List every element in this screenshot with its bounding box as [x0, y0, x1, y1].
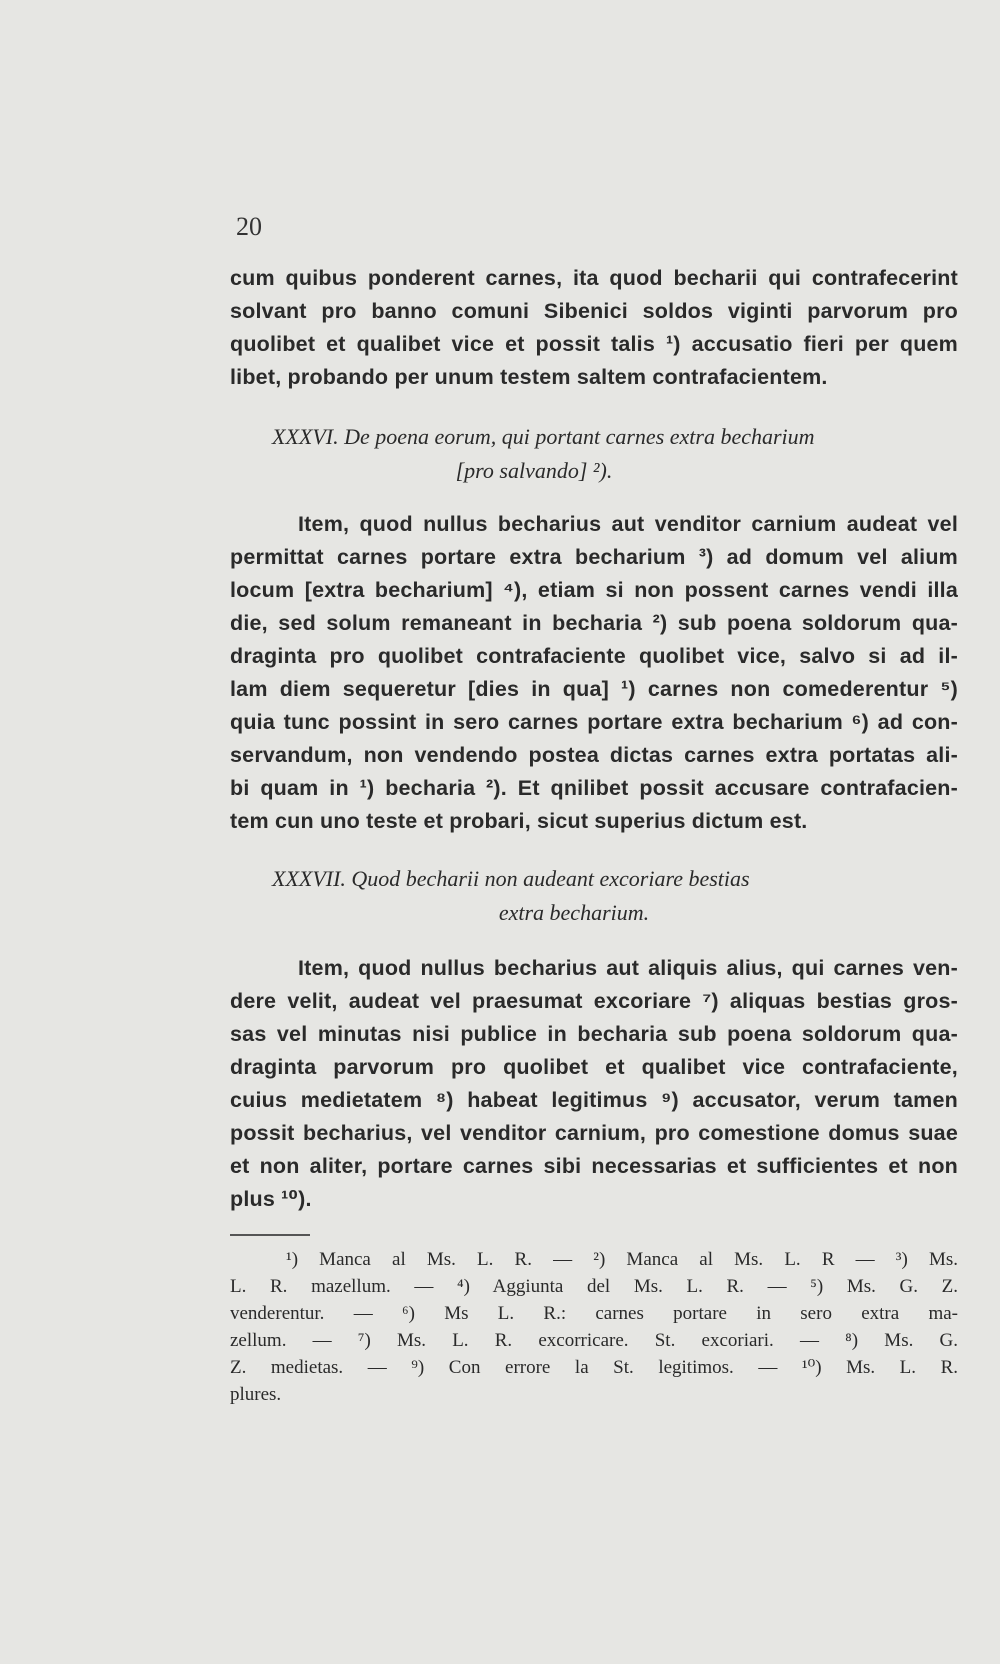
section-heading-xxxvi — [230, 420, 958, 488]
footnote-line: ¹) Manca al Ms. L. R. — ²) Manca al Ms. L. R — ³) Ms. — [286, 1249, 958, 1270]
footnote-line: Z. medietas. — ⁹) Con errore la St. legitimos. — ¹⁰) Ms. L. R. — [230, 1357, 958, 1378]
text-line: draginta pro quolibet contrafaciente quolibet vice, salvo si ad il- — [230, 644, 958, 668]
heading-line: [pro salvando] ²). — [455, 458, 613, 483]
text-line: solvant pro banno comuni Sibenici soldos viginti parvorum pro — [230, 299, 958, 323]
text-line: libet, probando per unum testem saltem contrafacientem. — [230, 365, 828, 389]
section-heading-xxxvii — [230, 862, 958, 930]
paragraph-2 — [230, 508, 958, 838]
paragraph-3 — [230, 952, 958, 1216]
text-line: quia tunc possint in sero carnes portare extra becharium ⁶) ad con- — [230, 710, 958, 734]
text-line: cuius medietatem ⁸) habeat legitimus ⁹) accusator, verum tamen — [230, 1088, 958, 1112]
footnote-line: L. R. mazellum. — ⁴) Aggiunta del Ms. L. R. — ⁵) Ms. G. Z. — [230, 1276, 958, 1297]
text-line: locum [extra becharium] ⁴), etiam si non possent carnes vendi illa — [230, 578, 958, 602]
heading-line: XXXVI. De poena eorum, qui portant carnes extra becharium — [272, 424, 815, 449]
footnote-line: venderentur. — ⁶) Ms L. R.: carnes portare in sero extra ma- — [230, 1303, 958, 1324]
text-line: draginta parvorum pro quolibet et qualibet vice contrafaciente, — [230, 1055, 958, 1079]
text-line: Item, quod nullus becharius aut venditor carnium audeat vel — [298, 512, 958, 536]
text-line: Item, quod nullus becharius aut aliquis alius, qui carnes ven- — [298, 956, 958, 980]
heading-line: XXXVII. Quod becharii non audeant excoriare bestias — [272, 866, 750, 891]
text-line: quolibet et qualibet vice et possit talis ¹) accusatio fieri per quem — [230, 332, 958, 356]
paragraph-1 — [230, 262, 958, 394]
text-line: bi quam in ¹) becharia ²). Et qnilibet possit accusare contrafacien- — [230, 776, 958, 800]
text-line: servandum, non vendendo postea dictas carnes extra portatas ali- — [230, 743, 958, 767]
text-line: cum quibus ponderent carnes, ita quod becharii qui contrafecerint — [230, 266, 958, 290]
page-number: 20 — [236, 212, 262, 241]
text-line: et non aliter, portare carnes sibi necessarias et sufficientes et non — [230, 1154, 958, 1178]
text-line: die, sed solum remaneant in becharia ²) sub poena soldorum qua- — [230, 611, 958, 635]
footnote-divider — [230, 1234, 310, 1236]
heading-line: extra becharium. — [498, 900, 650, 925]
text-line: possit becharius, vel venditor carnium, pro comestione domus suae — [230, 1121, 958, 1145]
text-line: plus ¹⁰). — [230, 1187, 312, 1211]
text-line: dere velit, audeat vel praesumat excoriare ⁷) aliquas bestias gros- — [230, 989, 958, 1013]
text-line: tem cun uno teste et probari, sicut superius dictum est. — [230, 809, 808, 833]
text-line: sas vel minutas nisi publice in becharia sub poena soldorum qua- — [230, 1022, 958, 1046]
footnote-line: zellum. — ⁷) Ms. L. R. excorricare. St. excoriari. — ⁸) Ms. G. — [230, 1330, 958, 1351]
footnotes — [230, 1234, 958, 1408]
text-line: permittat carnes portare extra becharium ³) ad domum vel alium — [230, 545, 958, 569]
text-line: lam diem sequeretur [dies in qua] ¹) carnes non comederentur ⁵) — [230, 677, 958, 701]
footnote-line: plures. — [230, 1384, 282, 1405]
